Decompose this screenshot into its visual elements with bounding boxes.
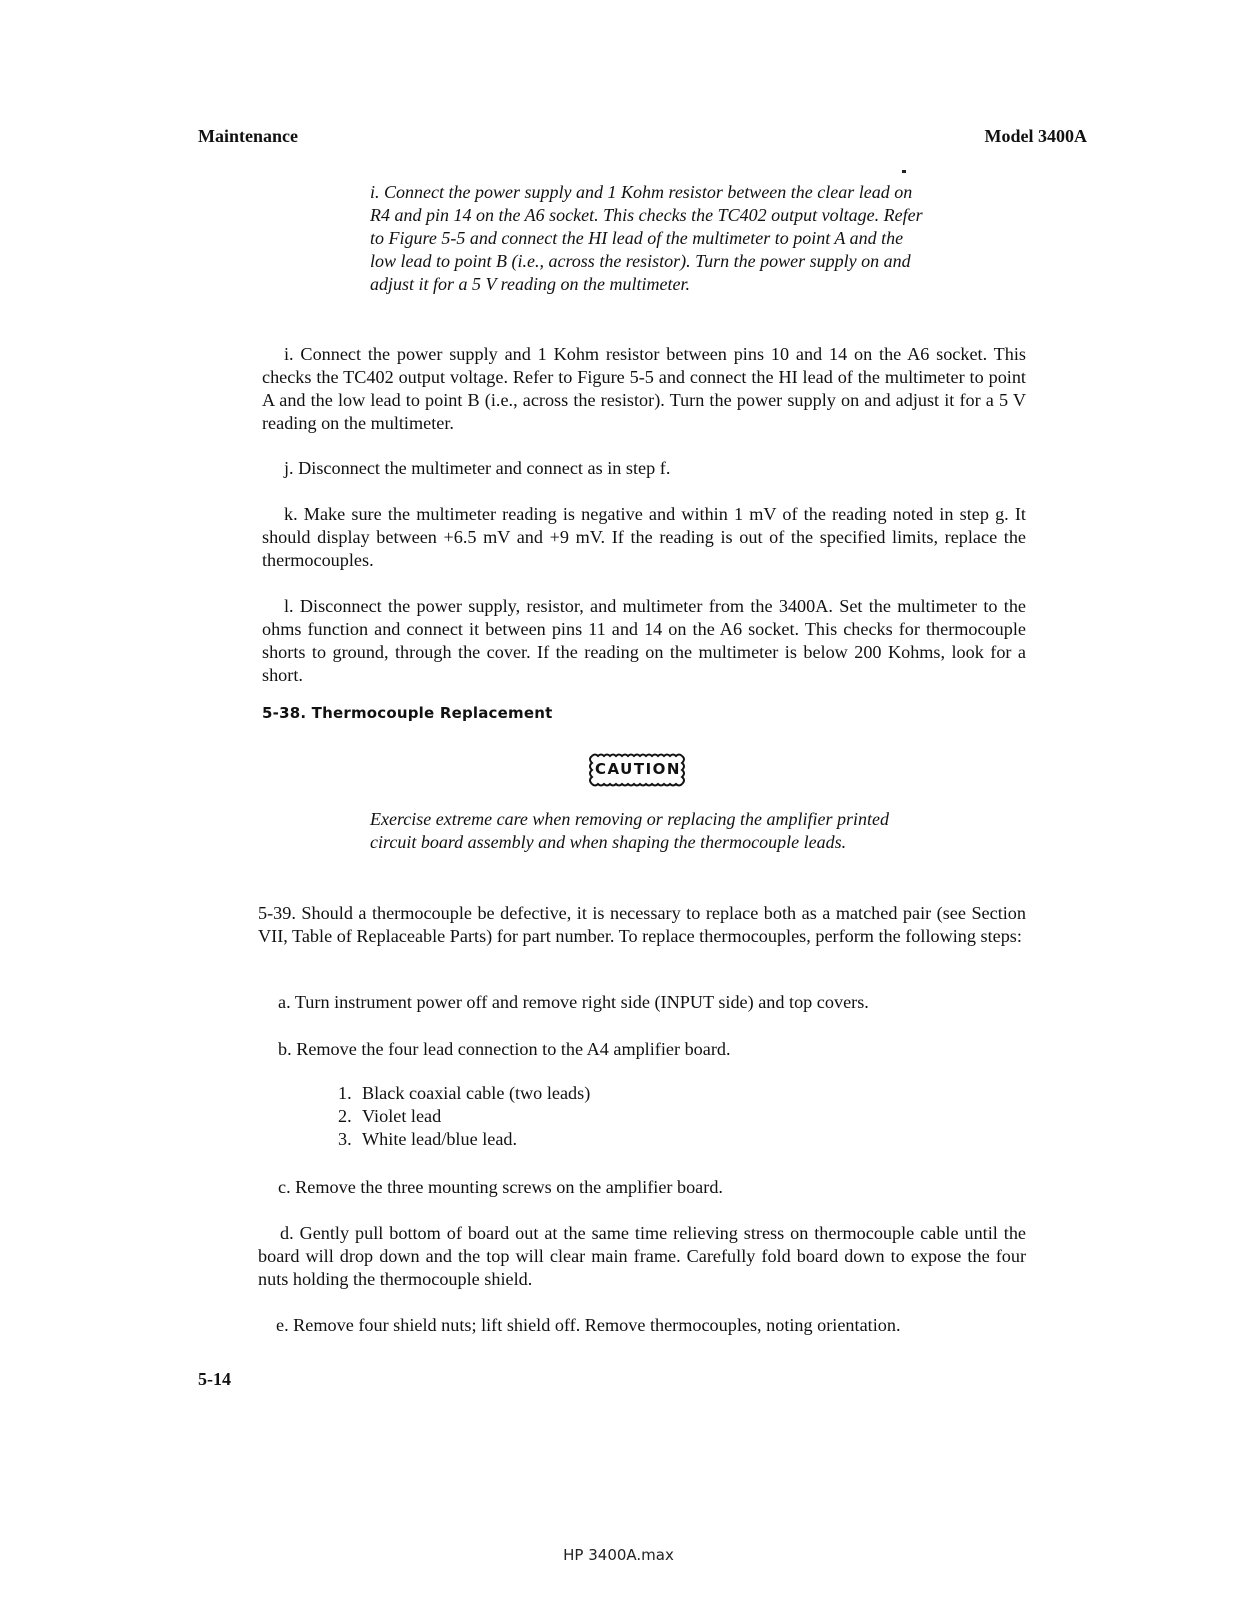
paragraph-5-39: 5-39. Should a thermocouple be defective, it is necessary to replace both as a matched pair (see Section VII, Table of Replaceable Parts) for part number. To replace thermocouples, perform the following steps:	[258, 903, 1026, 946]
step-k	[262, 503, 1026, 572]
step-k-text: k. Make sure the multimeter reading is negative and within 1 mV of the reading noted in step g. It should display between +6.5 mV and +9 mV. If the reading is out of the specified limits, replace the thermocouples.	[262, 504, 1026, 570]
footer-filename: HP 3400A.max	[563, 1546, 674, 1564]
list-item	[338, 1128, 590, 1151]
list-number: 2.	[338, 1106, 352, 1126]
step-j	[262, 457, 1026, 480]
step-e: e. Remove four shield nuts; lift shield off. Remove thermocouples, noting orientation.	[276, 1315, 901, 1335]
step-a: a. Turn instrument power off and remove right side (INPUT side) and top covers.	[278, 992, 869, 1012]
header-model: Model 3400A	[984, 126, 1087, 146]
list-number: 1.	[338, 1083, 352, 1103]
list-text: White lead/blue lead.	[362, 1129, 518, 1149]
step-i	[262, 343, 1026, 435]
caution-banner	[586, 752, 690, 788]
list-item	[338, 1105, 590, 1128]
step-d-text: d. Gently pull bottom of board out at the same time relieving stress on thermocouple cable until the board will drop down and the top will clear main frame. Carefully fold board down to expose the four nuts holding the thermocouple shield.	[258, 1223, 1026, 1289]
section-heading: 5-38. Thermocouple Replacement	[262, 704, 553, 722]
step-d	[258, 1222, 1026, 1291]
header-section-title: Maintenance	[198, 126, 298, 146]
step-l-text: l. Disconnect the power supply, resistor, and multimeter from the 3400A. Set the multimeter to the ohms function and connect it between pins 11 and 14 on the A6 socket. This checks for thermocouple shorts to ground, through the cover. If the reading on the multimeter is below 200 Kohms, look for a short.	[262, 596, 1026, 685]
list-text: Black coaxial cable (two leads)	[362, 1083, 591, 1103]
stray-mark	[902, 170, 906, 173]
step-l	[262, 595, 1026, 687]
step-c: c. Remove the three mounting screws on the amplifier board.	[278, 1177, 723, 1197]
caution-label: CAUTION	[595, 760, 681, 778]
caution-text: Exercise extreme care when removing or replacing the amplifier printed circuit board assembly and when shaping the thermocouple leads.	[370, 809, 890, 852]
step-i-text: i. Connect the power supply and 1 Kohm resistor between pins 10 and 14 on the A6 socket. This checks the TC402 output voltage. Refer to Figure 5-5 and connect the HI lead of the multimeter to point A and the low lead to point B (i.e., across the resistor). Turn the power supply on and adjust it for a 5 V reading on the multimeter.	[262, 344, 1026, 433]
step-j-text: j. Disconnect the multimeter and connect as in step f.	[284, 458, 671, 478]
list-number: 3.	[338, 1129, 352, 1149]
page-number: 5-14	[198, 1369, 231, 1389]
list-text: Violet lead	[362, 1106, 442, 1126]
list-item	[338, 1082, 590, 1105]
step-b: b. Remove the four lead connection to the A4 amplifier board.	[278, 1039, 731, 1059]
lead-list	[338, 1082, 590, 1151]
italic-note-step-i: i. Connect the power supply and 1 Kohm resistor between the clear lead on R4 and pin 14 on the A6 socket. This checks the TC402 output voltage. Refer to Figure 5-5 and connect the HI lead of the multimeter to point A and the low lead to point B (i.e., across the resistor). Turn the power supply on and adjust it for a 5 V reading on the multimeter.	[370, 182, 923, 294]
